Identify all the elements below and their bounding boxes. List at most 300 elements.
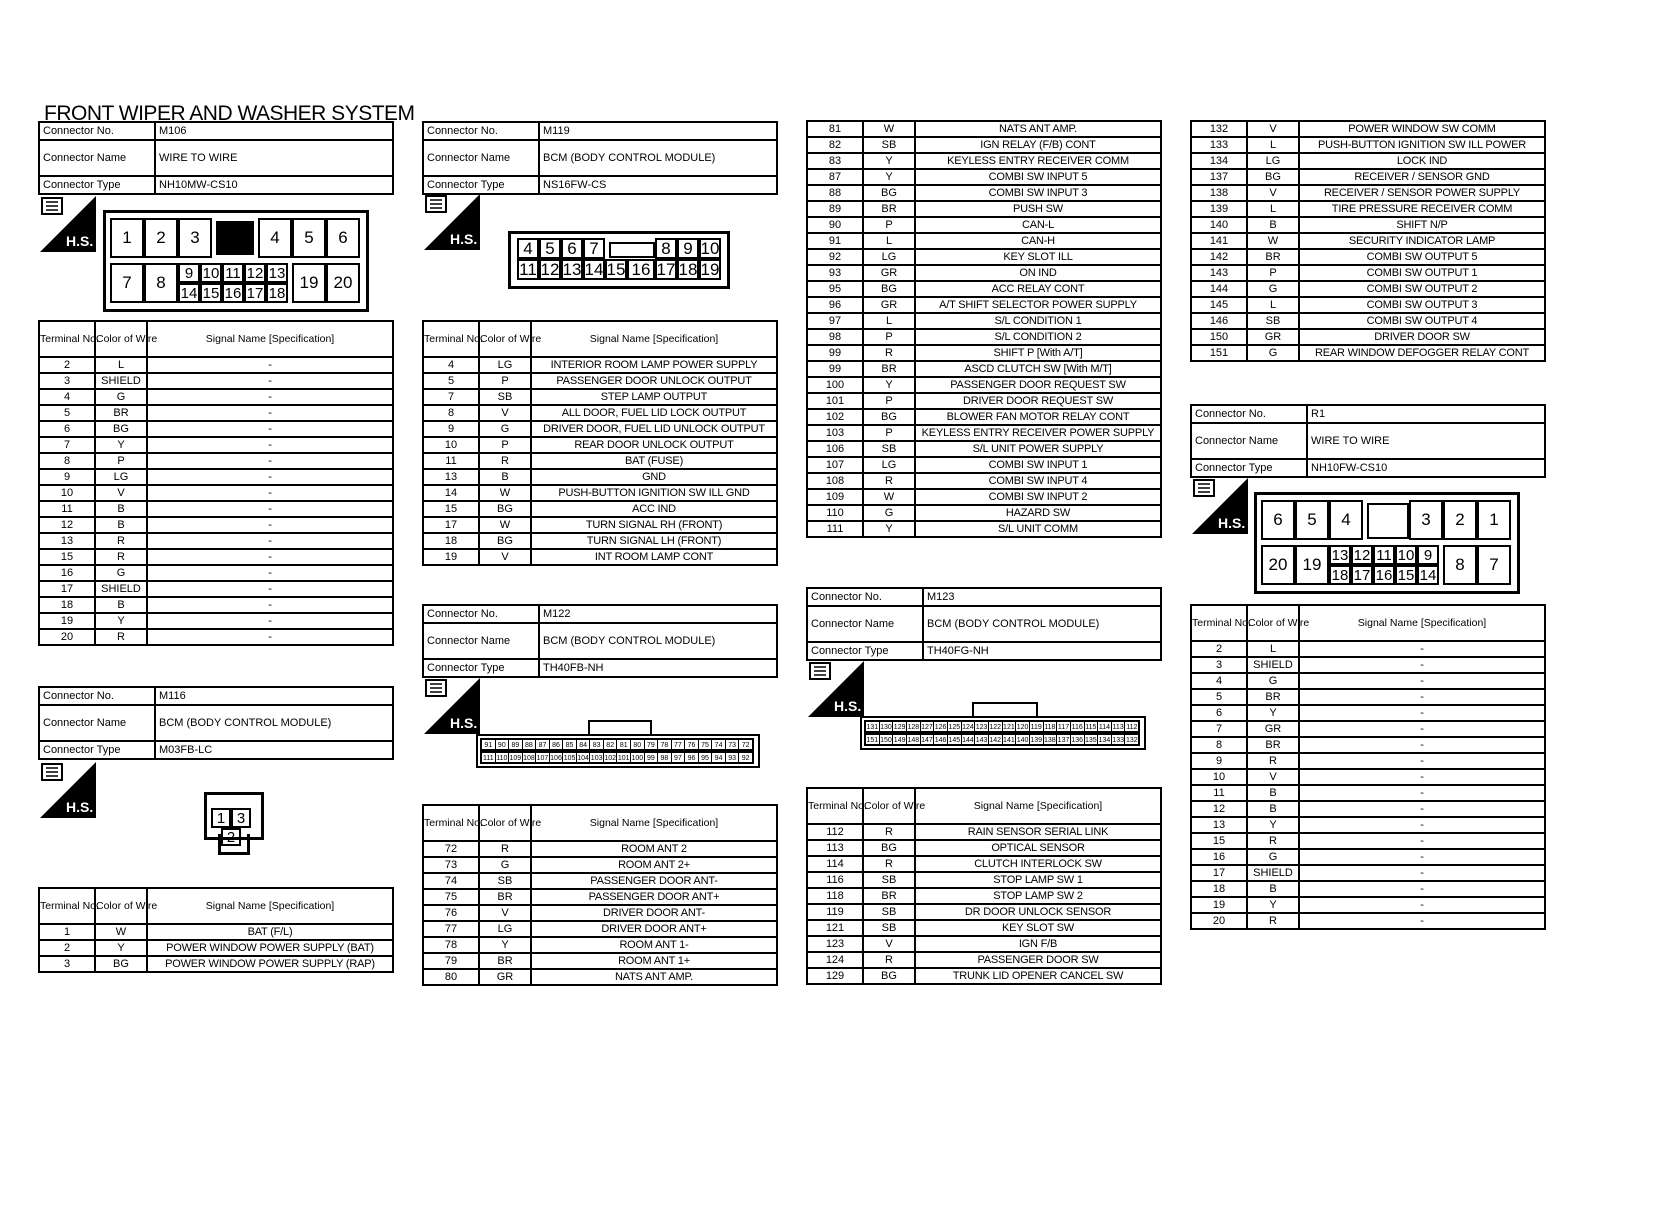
cell-color: Y xyxy=(1247,817,1299,833)
cell-terminal: 4 xyxy=(423,357,479,373)
cell-signal: - xyxy=(1299,721,1545,737)
cell-color: V xyxy=(479,905,531,921)
cell-signal: TURN SIGNAL LH (FRONT) xyxy=(531,533,777,549)
table-row xyxy=(807,425,1161,441)
cell-signal: CAN-H xyxy=(915,233,1161,249)
cell-signal: - xyxy=(147,421,393,437)
cell-signal: PASSENGER DOOR REQUEST SW xyxy=(915,377,1161,393)
cell-signal: COMBI SW OUTPUT 5 xyxy=(1299,249,1545,265)
cell-terminal: 151 xyxy=(1191,345,1247,361)
pin: 7 xyxy=(1477,545,1511,585)
th-signal: Signal Name [Specification] xyxy=(147,888,393,924)
cell-signal: PUSH-BUTTON IGNITION SW ILL GND xyxy=(531,485,777,501)
hs-icon xyxy=(40,196,96,252)
cell-signal: CLUTCH INTERLOCK SW xyxy=(915,856,1161,872)
table-row xyxy=(807,856,1161,872)
cell-signal: - xyxy=(1299,801,1545,817)
table-row xyxy=(423,373,777,389)
cell-terminal: 81 xyxy=(807,121,863,137)
pin: 4 xyxy=(517,238,539,259)
cell-terminal: 144 xyxy=(1191,281,1247,297)
cell-color: P xyxy=(863,217,915,233)
cell-signal: - xyxy=(1299,673,1545,689)
connector-face-m116 xyxy=(204,792,262,858)
pin: 9 xyxy=(1417,545,1439,565)
th-terminal: Terminal No. xyxy=(423,805,479,841)
table-row xyxy=(39,517,393,533)
pin: 7 xyxy=(583,238,605,259)
cell-signal: - xyxy=(147,613,393,629)
table-row xyxy=(807,505,1161,521)
pin-row-top xyxy=(864,720,1140,733)
cell-signal: POWER WINDOW SW COMM xyxy=(1299,121,1545,137)
pin: 13 xyxy=(562,259,582,279)
pin: 145 xyxy=(948,737,961,744)
cell-signal: ACC RELAY CONT xyxy=(915,281,1161,297)
terminal-table-r1 xyxy=(1190,604,1546,930)
pin: 129 xyxy=(893,724,906,731)
pin: 9 xyxy=(677,238,699,259)
pin: 6 xyxy=(326,218,360,258)
pin: 112 xyxy=(1126,724,1138,731)
cell-signal: DRIVER DOOR ANT- xyxy=(531,905,777,921)
cell-color: G xyxy=(479,421,531,437)
cell-color: BR xyxy=(479,953,531,969)
cell-signal: - xyxy=(1299,865,1545,881)
cell-signal: - xyxy=(1299,705,1545,721)
pin: 96 xyxy=(685,753,699,762)
pin: 138 xyxy=(1044,737,1056,744)
pin: 87 xyxy=(536,740,550,749)
pin: 7 xyxy=(110,263,144,303)
label-connector-type: Connector Type xyxy=(423,659,539,677)
connector-type: TH40FG-NH xyxy=(923,642,1161,660)
cell-terminal: 76 xyxy=(423,905,479,921)
cell-color: B xyxy=(1247,785,1299,801)
pin: 97 xyxy=(672,753,686,762)
pin: 144 xyxy=(962,737,974,744)
connector-name: WIRE TO WIRE xyxy=(1307,423,1545,459)
connector-name: WIRE TO WIRE xyxy=(155,140,393,176)
table-row xyxy=(807,377,1161,393)
cell-color: BR xyxy=(1247,249,1299,265)
cell-signal: - xyxy=(1299,849,1545,865)
cell-signal: ALL DOOR, FUEL LID LOCK OUTPUT xyxy=(531,405,777,421)
pin-row-top xyxy=(480,738,754,751)
cell-color: SHIELD xyxy=(95,373,147,389)
label-connector-name: Connector Name xyxy=(39,705,155,741)
cell-terminal: 78 xyxy=(423,937,479,953)
hs-icon xyxy=(808,661,864,717)
cell-terminal: 90 xyxy=(807,217,863,233)
table-row xyxy=(1191,249,1545,265)
page-title: FRONT WIPER AND WASHER SYSTEM xyxy=(44,102,415,125)
cell-terminal: 19 xyxy=(1191,897,1247,913)
cell-terminal: 80 xyxy=(423,969,479,985)
cell-signal: PUSH SW xyxy=(915,201,1161,217)
table-row xyxy=(807,521,1161,537)
pin: 8 xyxy=(655,238,677,259)
label-connector-name: Connector Name xyxy=(39,140,155,176)
pin: 92 xyxy=(741,755,750,762)
cell-color: R xyxy=(863,856,915,872)
cell-terminal: 96 xyxy=(807,297,863,313)
cell-color: W xyxy=(479,517,531,533)
table-row xyxy=(39,940,393,956)
table-row xyxy=(807,233,1161,249)
table-row xyxy=(423,873,777,889)
table-row xyxy=(423,389,777,405)
cell-terminal: 140 xyxy=(1191,217,1247,233)
cell-signal: ASCD CLUTCH SW [With M/T] xyxy=(915,361,1161,377)
cell-terminal: 88 xyxy=(807,185,863,201)
cell-color: BG xyxy=(95,956,147,972)
cell-terminal: 112 xyxy=(807,824,863,840)
cell-terminal: 10 xyxy=(39,485,95,501)
cell-signal: - xyxy=(1299,737,1545,753)
cell-color: SB xyxy=(1247,313,1299,329)
cell-signal: INTERIOR ROOM LAMP POWER SUPPLY xyxy=(531,357,777,373)
cell-terminal: 102 xyxy=(807,409,863,425)
cell-terminal: 13 xyxy=(423,469,479,485)
cell-signal: COMBI SW INPUT 3 xyxy=(915,185,1161,201)
cell-signal: CAN-L xyxy=(915,217,1161,233)
pin: 113 xyxy=(1112,724,1124,731)
pin: 6 xyxy=(1261,500,1295,540)
table-row xyxy=(1191,217,1545,233)
pin: 137 xyxy=(1057,737,1070,744)
cell-signal: LOCK IND xyxy=(1299,153,1545,169)
cell-color: BG xyxy=(479,501,531,517)
cell-color: R xyxy=(863,952,915,968)
cell-signal: ROOM ANT 2+ xyxy=(531,857,777,873)
cell-color: R xyxy=(95,533,147,549)
table-row xyxy=(807,265,1161,281)
cell-terminal: 16 xyxy=(39,565,95,581)
pin: 111 xyxy=(482,755,494,762)
cell-color: P xyxy=(479,373,531,389)
table-row xyxy=(1191,281,1545,297)
cell-signal: BLOWER FAN MOTOR RELAY CONT xyxy=(915,409,1161,425)
cell-signal: KEYLESS ENTRY RECEIVER COMM xyxy=(915,153,1161,169)
th-terminal: Terminal No. xyxy=(807,788,863,824)
terminal-table-m119 xyxy=(422,320,778,566)
cell-color: SHIELD xyxy=(1247,657,1299,673)
cell-terminal: 91 xyxy=(807,233,863,249)
cell-color: GR xyxy=(863,265,915,281)
label-connector-name: Connector Name xyxy=(423,140,539,176)
label-connector-no: Connector No. xyxy=(39,687,155,705)
cell-color: LG xyxy=(863,457,915,473)
pin: 140 xyxy=(1016,737,1029,744)
pin: 82 xyxy=(604,740,618,749)
cell-signal: KEYLESS ENTRY RECEIVER POWER SUPPLY xyxy=(915,425,1161,441)
table-row xyxy=(1191,265,1545,281)
cell-terminal: 2 xyxy=(39,940,95,956)
cell-terminal: 17 xyxy=(423,517,479,533)
pin: 116 xyxy=(1071,724,1083,731)
pin: 102 xyxy=(604,755,617,762)
cell-signal: COMBI SW OUTPUT 2 xyxy=(1299,281,1545,297)
cell-terminal: 3 xyxy=(39,373,95,389)
cell-color: BG xyxy=(863,281,915,297)
table-row xyxy=(807,153,1161,169)
table-row xyxy=(1191,705,1545,721)
label-connector-name: Connector Name xyxy=(807,606,923,642)
pin: 11 xyxy=(222,263,244,283)
hs-icon xyxy=(40,762,96,818)
cell-signal: RAIN SENSOR SERIAL LINK xyxy=(915,824,1161,840)
cell-signal: S/L UNIT POWER SUPPLY xyxy=(915,441,1161,457)
pin: 100 xyxy=(631,755,644,762)
table-row xyxy=(1191,673,1545,689)
cell-signal: - xyxy=(147,373,393,389)
cell-terminal: 106 xyxy=(807,441,863,457)
table-row xyxy=(423,533,777,549)
table-row xyxy=(1191,817,1545,833)
pin: 86 xyxy=(550,740,564,749)
pin: 89 xyxy=(509,740,523,749)
pin: 142 xyxy=(989,737,1002,744)
cell-color: BR xyxy=(95,405,147,421)
table-row xyxy=(807,457,1161,473)
pin: 13 xyxy=(1329,545,1351,565)
pin: 149 xyxy=(893,737,906,744)
terminal-table-m106 xyxy=(38,320,394,646)
cell-signal: - xyxy=(1299,785,1545,801)
pin: 9 xyxy=(178,263,200,283)
connector-header-m122 xyxy=(422,604,778,678)
cell-color: SB xyxy=(479,873,531,889)
connector-type: TH40FB-NH xyxy=(539,659,777,677)
terminal-table-m123 xyxy=(806,787,1162,985)
cell-terminal: 6 xyxy=(39,421,95,437)
pin: 4 xyxy=(1329,500,1363,540)
pin: 107 xyxy=(536,755,549,762)
cell-signal: - xyxy=(147,453,393,469)
cell-terminal: 7 xyxy=(423,389,479,405)
cell-terminal: 11 xyxy=(1191,785,1247,801)
cell-color: P xyxy=(863,329,915,345)
table-row xyxy=(423,841,777,857)
cell-terminal: 17 xyxy=(1191,865,1247,881)
pin: 10 xyxy=(200,263,222,283)
cell-color: R xyxy=(1247,753,1299,769)
connector-face-m122 xyxy=(476,720,760,768)
cell-terminal: 5 xyxy=(39,405,95,421)
cell-signal: COMBI SW OUTPUT 1 xyxy=(1299,265,1545,281)
cell-signal: - xyxy=(147,357,393,373)
cell-color: V xyxy=(479,549,531,565)
cell-signal: NATS ANT AMP. xyxy=(531,969,777,985)
cell-color: B xyxy=(1247,217,1299,233)
table-row xyxy=(39,581,393,597)
pin: 19 xyxy=(700,259,720,279)
cell-color: Y xyxy=(863,153,915,169)
pin: 16 xyxy=(222,283,244,303)
cell-color: BR xyxy=(1247,737,1299,753)
cell-terminal: 15 xyxy=(423,501,479,517)
table-row xyxy=(39,453,393,469)
pin: 95 xyxy=(699,753,713,762)
table-row xyxy=(807,201,1161,217)
cell-signal: ACC IND xyxy=(531,501,777,517)
cell-color: SHIELD xyxy=(1247,865,1299,881)
cell-terminal: 101 xyxy=(807,393,863,409)
cell-color: Y xyxy=(479,937,531,953)
cell-signal: OPTICAL SENSOR xyxy=(915,840,1161,856)
connector-header-r1 xyxy=(1190,404,1546,478)
cell-terminal: 93 xyxy=(807,265,863,281)
hs-icon xyxy=(424,194,480,250)
cell-signal: REAR WINDOW DEFOGGER RELAY CONT xyxy=(1299,345,1545,361)
pin: 121 xyxy=(1003,724,1015,731)
pin: 110 xyxy=(496,755,508,762)
cell-color: SB xyxy=(863,904,915,920)
pin: 16 xyxy=(1373,565,1395,585)
cell-signal: POWER WINDOW POWER SUPPLY (RAP) xyxy=(147,956,393,972)
table-row xyxy=(807,185,1161,201)
pin: 85 xyxy=(563,740,577,749)
cell-color: B xyxy=(95,517,147,533)
cell-color: L xyxy=(1247,641,1299,657)
cell-color: R xyxy=(1247,833,1299,849)
table-row xyxy=(423,921,777,937)
cell-color: LG xyxy=(479,357,531,373)
cell-color: LG xyxy=(1247,153,1299,169)
cell-color: GR xyxy=(1247,329,1299,345)
cell-terminal: 2 xyxy=(39,357,95,373)
connector-no: M119 xyxy=(539,122,777,140)
table-row xyxy=(807,473,1161,489)
cell-terminal: 145 xyxy=(1191,297,1247,313)
hs-label: H.S. xyxy=(450,231,478,247)
cell-signal: COMBI SW INPUT 5 xyxy=(915,169,1161,185)
cell-terminal: 8 xyxy=(1191,737,1247,753)
label-connector-no: Connector No. xyxy=(423,122,539,140)
cell-terminal: 15 xyxy=(39,549,95,565)
cell-terminal: 92 xyxy=(807,249,863,265)
pin: 94 xyxy=(712,753,726,762)
cell-terminal: 4 xyxy=(1191,673,1247,689)
cell-color: W xyxy=(479,485,531,501)
table-row xyxy=(1191,785,1545,801)
table-row xyxy=(423,937,777,953)
cell-terminal: 11 xyxy=(423,453,479,469)
table-row xyxy=(1191,753,1545,769)
cell-color: R xyxy=(863,473,915,489)
table-row xyxy=(39,924,393,940)
pin: 8 xyxy=(1443,545,1477,585)
cell-color: SB xyxy=(863,441,915,457)
pin: 2 xyxy=(221,828,241,846)
connector-name: BCM (BODY CONTROL MODULE) xyxy=(923,606,1161,642)
cell-color: V xyxy=(1247,185,1299,201)
cell-color: L xyxy=(1247,137,1299,153)
connector-header-m123 xyxy=(806,587,1162,661)
table-row xyxy=(807,217,1161,233)
pin: 130 xyxy=(880,724,892,731)
cell-color: P xyxy=(479,437,531,453)
cell-signal: - xyxy=(147,517,393,533)
cell-terminal: 9 xyxy=(39,469,95,485)
cell-color: P xyxy=(1247,265,1299,281)
th-signal: Signal Name [Specification] xyxy=(531,321,777,357)
table-row xyxy=(1191,201,1545,217)
cell-terminal: 82 xyxy=(807,137,863,153)
cell-color: BR xyxy=(863,888,915,904)
cell-color: B xyxy=(1247,881,1299,897)
label-connector-type: Connector Type xyxy=(39,176,155,194)
cell-signal: TURN SIGNAL RH (FRONT) xyxy=(531,517,777,533)
terminal-table-m122-continued xyxy=(806,120,1162,538)
table-row xyxy=(1191,153,1545,169)
pin: 122 xyxy=(989,724,1002,731)
pin: 109 xyxy=(509,755,522,762)
pin: 132 xyxy=(1125,737,1138,744)
cell-signal: STOP LAMP SW 2 xyxy=(915,888,1161,904)
cell-signal: RECEIVER / SENSOR POWER SUPPLY xyxy=(1299,185,1545,201)
cell-terminal: 17 xyxy=(39,581,95,597)
terminal-table-m123-continued xyxy=(1190,120,1546,362)
cell-signal: - xyxy=(147,389,393,405)
label-connector-name: Connector Name xyxy=(1191,423,1307,459)
table-row xyxy=(423,485,777,501)
cell-color: BG xyxy=(863,409,915,425)
table-row xyxy=(39,389,393,405)
table-row xyxy=(1191,833,1545,849)
cell-terminal: 13 xyxy=(1191,817,1247,833)
cell-signal: S/L CONDITION 1 xyxy=(915,313,1161,329)
label-connector-name: Connector Name xyxy=(423,623,539,659)
table-row xyxy=(423,517,777,533)
cell-color: BG xyxy=(863,840,915,856)
cell-color: R xyxy=(95,549,147,565)
cell-signal: - xyxy=(1299,753,1545,769)
pin: 78 xyxy=(658,740,672,749)
cell-terminal: 138 xyxy=(1191,185,1247,201)
cell-signal: DRIVER DOOR, FUEL LID UNLOCK OUTPUT xyxy=(531,421,777,437)
table-row xyxy=(423,549,777,565)
cell-color: SB xyxy=(479,389,531,405)
cell-signal: IGN F/B xyxy=(915,936,1161,952)
cell-terminal: 103 xyxy=(807,425,863,441)
cell-color: G xyxy=(1247,345,1299,361)
table-row xyxy=(807,329,1161,345)
cell-terminal: 8 xyxy=(423,405,479,421)
cell-color: W xyxy=(95,924,147,940)
cell-terminal: 18 xyxy=(423,533,479,549)
pin: 134 xyxy=(1098,737,1111,744)
pin: 11 xyxy=(1373,545,1395,565)
cell-color: Y xyxy=(95,940,147,956)
pin: 12 xyxy=(244,263,266,283)
pin: 15 xyxy=(1395,565,1417,585)
cell-color: G xyxy=(95,565,147,581)
cell-terminal: 150 xyxy=(1191,329,1247,345)
table-row xyxy=(1191,849,1545,865)
cell-terminal: 1 xyxy=(39,924,95,940)
pin: 15 xyxy=(200,283,222,303)
cell-signal: - xyxy=(1299,833,1545,849)
pin: 14 xyxy=(584,259,604,279)
table-row xyxy=(1191,137,1545,153)
table-row xyxy=(1191,185,1545,201)
cell-terminal: 77 xyxy=(423,921,479,937)
table-row xyxy=(1191,329,1545,345)
th-color: Color of Wire xyxy=(479,321,531,357)
cell-color: W xyxy=(1247,233,1299,249)
